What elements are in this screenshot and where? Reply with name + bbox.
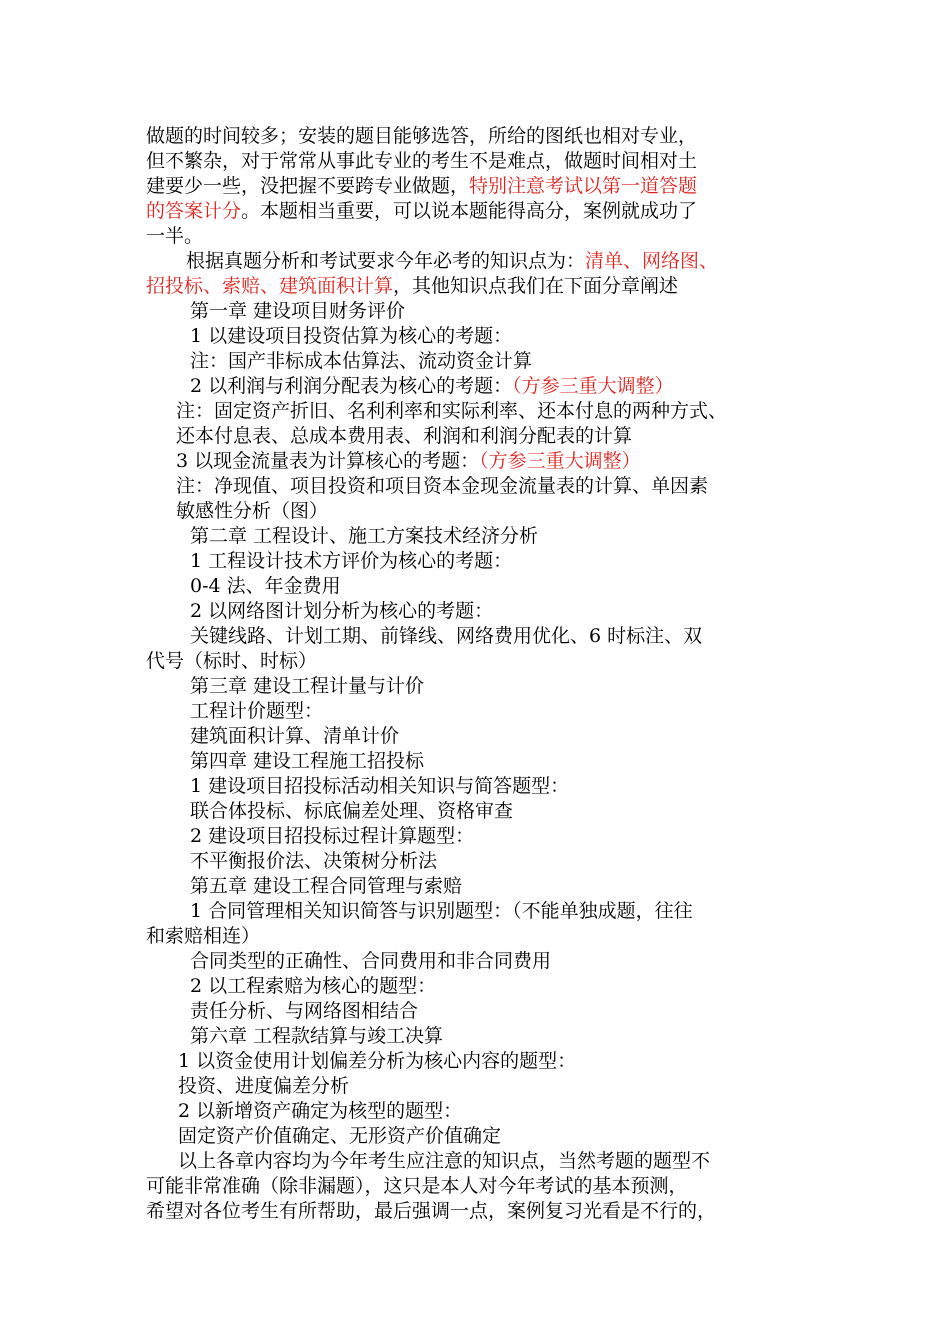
chapter-heading [190, 749, 424, 773]
text-run: 以上各章内容均为今年考生应注意的知识点，当然考题的题型不 [178, 1150, 711, 1172]
text-line [190, 774, 569, 798]
text-line [178, 1124, 501, 1148]
text-line [176, 449, 641, 473]
highlight-text: 清单、网络图、 [585, 250, 719, 272]
text-line [146, 149, 697, 173]
text-line [146, 174, 697, 198]
text-line [190, 724, 399, 748]
text-line [146, 199, 697, 223]
text-line [178, 1074, 349, 1098]
text-line [190, 974, 436, 998]
text-run: 一半。 [146, 225, 204, 247]
text-line [190, 374, 674, 398]
text-line [176, 474, 708, 498]
text-run: 2 以利润与利润分配表为核心的考题： [190, 375, 513, 397]
text-line [146, 924, 260, 948]
text-run: ，其他知识点我们在下面分章阐述 [393, 275, 679, 297]
chapter-heading [190, 299, 405, 323]
chapter-heading [190, 674, 424, 698]
text-line [146, 224, 203, 248]
text-run: 第二章 工程设计、施工方案技术经济分析 [190, 525, 539, 547]
text-run: 注：固定资产折旧、名利利率和实际利率、还本付息的两种方式、 [176, 400, 728, 422]
text-run: 根据真题分析和考试要求今年必考的知识点为： [186, 250, 586, 272]
text-run: 建要少一些，没把握不要跨专业做题， [146, 175, 470, 197]
text-run: 代号（标时、时标） [146, 650, 318, 672]
text-run: 建筑面积计算、清单计价 [190, 725, 400, 747]
text-line [190, 999, 418, 1023]
text-line [190, 324, 512, 348]
chapter-heading [190, 524, 538, 548]
text-line [178, 1049, 576, 1073]
text-run: 可能非常准确（除非漏题），这只是本人对今年考试的基本预测， [146, 1175, 688, 1197]
text-line [190, 849, 437, 873]
text-run: 1 合同管理相关知识简答与识别题型：（不能单独成题，往往 [190, 900, 693, 922]
text-run: 合同类型的正确性、合同费用和非合同费用 [190, 950, 552, 972]
text-run: 责任分析、与网络图相结合 [190, 1000, 419, 1022]
text-run: 还本付息表、总成本费用表、利润和利润分配表的计算 [176, 425, 633, 447]
text-run: 3 以现金流量表为计算核心的考题： [176, 450, 480, 472]
text-line [146, 649, 317, 673]
text-run: 关键线路、计划工期、前锋线、网络费用优化、6 时标注、双 [190, 625, 703, 647]
text-run: 。本题相当重要，可以说本题能得高分，案例就成功了 [241, 200, 698, 222]
text-line [190, 899, 693, 923]
text-run: 注：国产非标成本估算法、流动资金计算 [190, 350, 533, 372]
chapter-heading [190, 874, 462, 898]
text-run: 1 工程设计技术方评价为核心的考题： [190, 550, 513, 572]
text-run: 第一章 建设项目财务评价 [190, 300, 406, 322]
text-run: 2 以工程索赔为核心的题型： [190, 975, 437, 997]
highlight-text: 招投标、索赔、建筑面积计算 [146, 275, 394, 297]
highlight-text: 的答案计分 [146, 200, 242, 222]
text-line [190, 699, 323, 723]
text-run: 固定资产价值确定、无形资产价值确定 [178, 1125, 502, 1147]
text-line [186, 249, 718, 273]
text-line [176, 399, 727, 423]
text-line [176, 499, 328, 523]
text-line [146, 274, 678, 298]
text-line [146, 1174, 688, 1198]
chapter-heading [190, 1024, 443, 1048]
text-run: 和索赔相连） [146, 925, 261, 947]
text-run: 注：净现值、项目投资和项目资本金现金流量表的计算、单因素 [176, 475, 709, 497]
text-line [190, 549, 512, 573]
text-line [146, 124, 697, 148]
text-run: 联合体投标、标底偏差处理、资格审查 [190, 800, 514, 822]
text-run: 希望对各位考生有所帮助，最后强调一点，案例复习光看是不行的， [146, 1200, 717, 1222]
text-line [190, 599, 493, 623]
text-line [190, 824, 474, 848]
text-run: 0-4 法、年金费用 [190, 575, 341, 597]
text-line [190, 624, 702, 648]
text-line [178, 1099, 462, 1123]
text-run: 第三章 建设工程计量与计价 [190, 675, 425, 697]
text-line [178, 1149, 710, 1173]
text-run: 1 以资金使用计划偏差分析为核心内容的题型： [178, 1050, 577, 1072]
text-run: 第四章 建设工程施工招投标 [190, 750, 425, 772]
text-line [190, 949, 551, 973]
text-run: 做题的时间较多；安装的题目能够选答，所给的图纸也相对专业， [146, 125, 698, 147]
text-line [190, 349, 532, 373]
highlight-text: （方参三重大调整） [512, 375, 674, 397]
text-run: 敏感性分析（图） [176, 500, 329, 522]
text-run: 不平衡报价法、决策树分析法 [190, 850, 438, 872]
text-run: 1 以建设项目投资估算为核心的考题： [190, 325, 513, 347]
text-line [146, 1199, 716, 1223]
text-line [190, 799, 513, 823]
text-line [190, 574, 341, 598]
text-run: 第五章 建设工程合同管理与索赔 [190, 875, 463, 897]
text-run: 2 以新增资产确定为核型的题型： [178, 1100, 463, 1122]
text-run: 1 建设项目招投标活动相关知识与简答题型： [190, 775, 570, 797]
text-run: 2 建设项目招投标过程计算题型： [190, 825, 475, 847]
text-run: 工程计价题型： [190, 700, 324, 722]
text-run: 但不繁杂，对于常常从事此专业的考生不是难点，做题时间相对土 [146, 150, 698, 172]
text-run: 第六章 工程款结算与竣工决算 [190, 1025, 444, 1047]
text-run: 投资、进度偏差分析 [178, 1075, 350, 1097]
highlight-text: （方参三重大调整） [479, 450, 641, 472]
text-run: 2 以网络图计划分析为核心的考题： [190, 600, 494, 622]
highlight-text: 特别注意考试以第一道答题 [469, 175, 698, 197]
text-line [176, 424, 632, 448]
